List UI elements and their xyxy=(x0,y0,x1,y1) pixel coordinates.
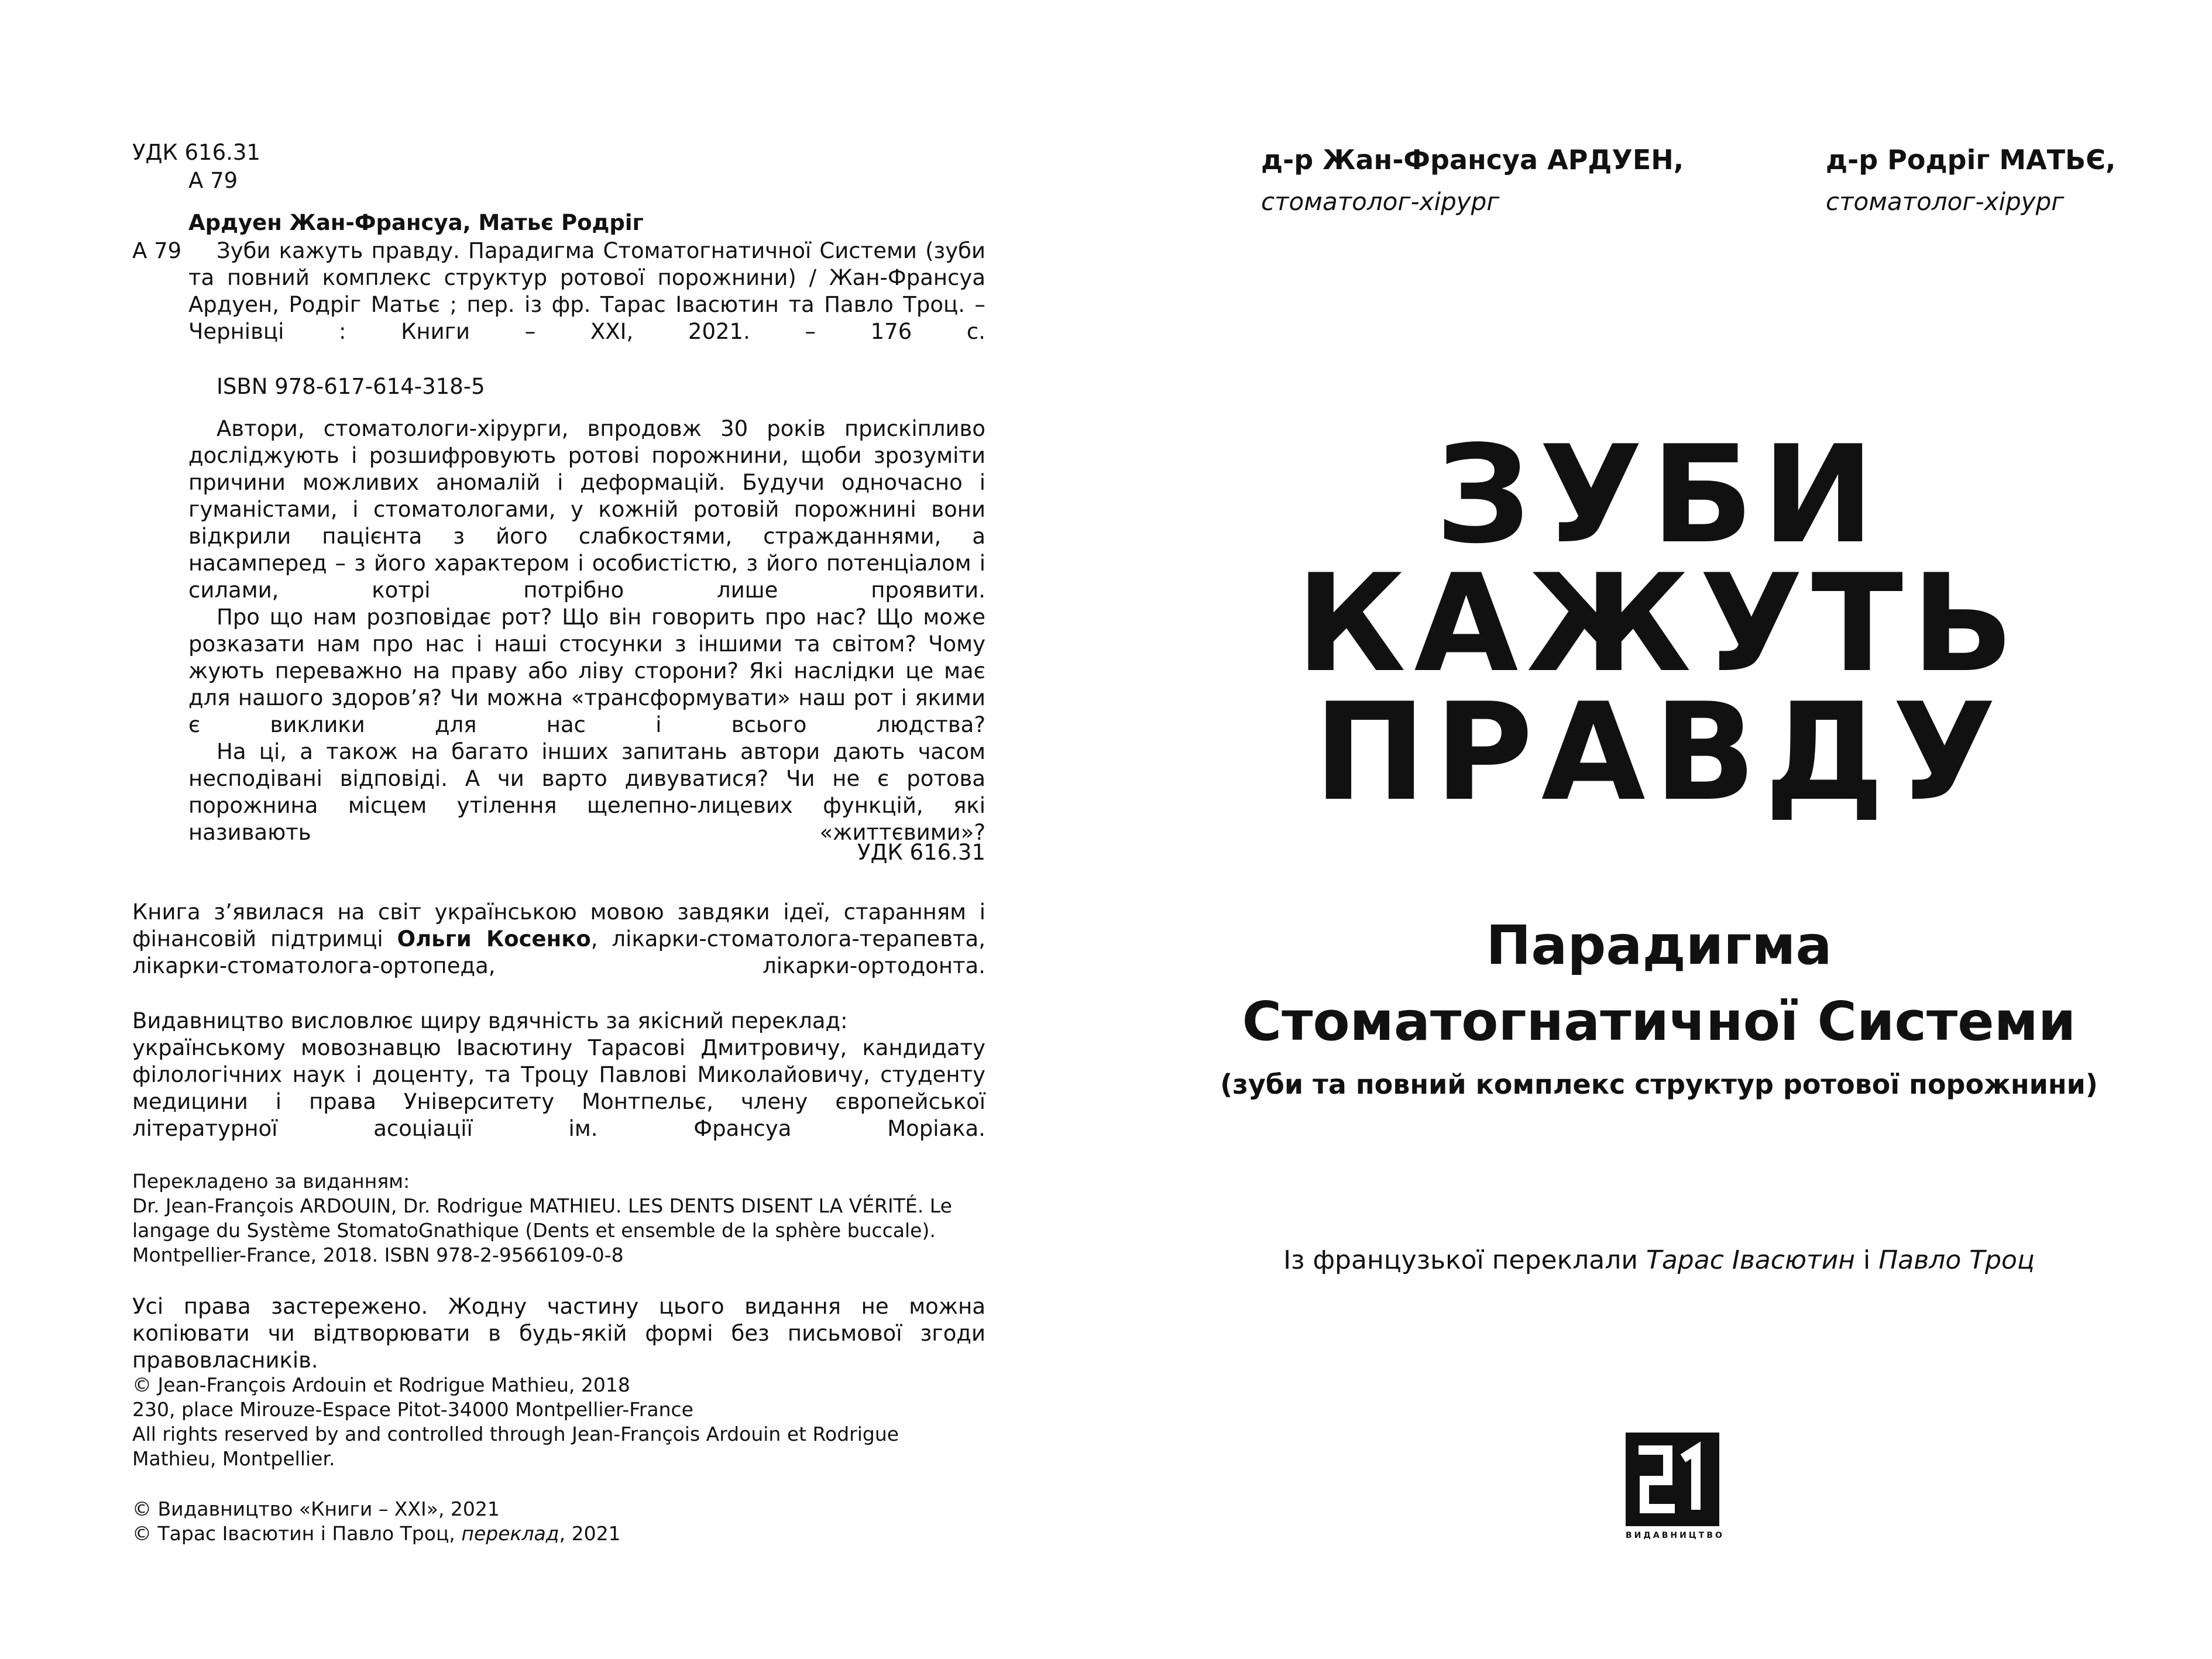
copyright-translators: © Тарас Івасютин і Павло Троц, xyxy=(132,1522,455,1545)
catalog-code-repeat: А 79 xyxy=(132,238,182,263)
subtitle-line-2: Стоматогнатичної Системи xyxy=(1242,990,2076,1053)
copyright-fr-line-3: All rights reserved by and controlled through Jean-François Ardouin et Rodrigue xyxy=(132,1423,899,1445)
ack-sponsor-name: Ольги Косенко xyxy=(397,926,591,952)
right-page-title xyxy=(1106,0,2212,1659)
translated-from-line-3: Montpellier-France, 2018. ISBN 978-2-9566109-0-8 xyxy=(132,1244,624,1266)
translators-credit xyxy=(1106,1245,2212,1275)
author-2-role: стоматолог-хірург xyxy=(1826,187,2065,216)
thanks-heading: Видавництво висловлює щиру вдячність за якісний переклад: xyxy=(132,1008,848,1033)
catalog-biblio-description: та повний комплекс структур ротової порожнини) / Жан-Франсуа Ардуен, Родріг Матьє ; пер. із фр. Тарас Івасютин та Павло Троц. – Чернівці : Книги – XXI, 2021. – 176 с. xyxy=(188,265,985,344)
translator-1: Тарас Івасютин xyxy=(1646,1245,1855,1275)
author-2-name: д-р Родріг МАТЬЄ, xyxy=(1826,144,2116,176)
rights-reserved: Усі права застережено. Жодну частину цього видання не можна копіювати чи відтворювати в будь-якій формі без письмової згоди правовласників. xyxy=(132,1294,985,1373)
catalog-biblio-first-line: Зуби кажуть правду. Парадигма Стоматогнатичної Системи (зуби xyxy=(217,238,985,263)
copyright-translation-year: , 2021 xyxy=(559,1522,621,1545)
translated-by-text: Із французької переклали xyxy=(1283,1245,1638,1275)
publisher-logo xyxy=(1626,1433,1725,1540)
author-sign-code: А 79 xyxy=(188,168,238,193)
udk-code-bottom: УДК 616.31 xyxy=(857,840,985,865)
author-1-role: стоматолог-хірург xyxy=(1261,187,1500,216)
translator-2: Павло Троц xyxy=(1878,1245,2035,1275)
book-title-line-3: ПРАВДУ xyxy=(1313,675,2005,831)
abstract-paragraph-3: На ці, а також на багато інших запитань автори дають часом несподівані відповіді. А чи варто дивуватися? Чи не є ротова порожнина місцем утілення щелепно-лицевих функцій, які називають «життєвими»? xyxy=(188,739,985,845)
book-title-line-1: ЗУБИ xyxy=(1435,417,1883,573)
udk-code-top: УДК 616.31 xyxy=(132,140,260,165)
abstract-paragraph-1: Автори, стоматологи-хірурги, впродовж 30 років прискіпливо досліджують і розшифровують ротові порожнини, щоби зрозуміти причини можливих аномалій і деформацій. Будучи одночасно і гуманістами, і стоматологами, у кожній ротовій порожнині вони відкрили пацієнта з його слабкостями, стражданнями, а насамперед – з його характером і особистістю, з його потенціалом і силами, котрі потрібно лише проявити. xyxy=(188,416,985,603)
translated-from-line-2: langage du Système StomatoGnathique (Dents et ensemble de la sphère buccale). xyxy=(132,1219,936,1242)
book-title-line-2: КАЖУТЬ xyxy=(1296,546,2022,702)
copyright-fr-line-2: 230, place Mirouze-Espace Pitot-34000 Montpellier-France xyxy=(132,1398,693,1421)
ack-text-post: , лікарки-стоматолога-терапевта, лікарки-стоматолога-ортопеда, лікарки-ортодонта. xyxy=(132,926,985,978)
subtitle-line-1: Парадигма xyxy=(1486,914,1832,977)
subtitle-parenthetical: (зуби та повний комплекс структур ротової порожнини) xyxy=(1220,1069,2098,1100)
thanks-paragraph: українському мовознавцю Івасютину Тарасові Дмитровичу, кандидату філологічних наук і доценту, та Троцу Павлові Миколайовичу, студенту медицини і права Університету Монтпельє, члену європейської літературної асоціації ім. Франсуа Моріака. xyxy=(132,1035,985,1141)
ack-text-pre: Книга з’явилася на світ українською мовою завдяки ідеї, старанням і фінансовій підтримці xyxy=(132,899,985,952)
abstract-paragraph-2: Про що нам розповідає рот? Що він говорить про нас? Що може розказати нам про нас і наші стосунки з іншими та світом? Чому жують переважно на праву або ліву сторони? Які наслідки це має для нашого здоров’я? Чи можна «трансформувати» наш рот і якими є виклики для нас і всього людства? xyxy=(188,604,985,737)
translators-and: і xyxy=(1863,1245,1871,1275)
copyright-fr-line-1: © Jean-François Ardouin et Rodrigue Mathieu, 2018 xyxy=(132,1373,630,1396)
catalog-authors: Ардуен Жан-Франсуа, Матьє Родріг xyxy=(188,210,644,235)
copyright-translation-role: переклад xyxy=(461,1522,559,1545)
copyright-fr-line-4: Mathieu, Montpellier. xyxy=(132,1447,335,1470)
acknowledgement-paragraph xyxy=(132,899,985,1007)
isbn: ISBN 978-617-614-318-5 xyxy=(217,374,485,399)
author-1-name: д-р Жан-Франсуа АРДУЕН, xyxy=(1261,144,1684,176)
publisher-logo-caption: ВИДАВНИЦТВО xyxy=(1626,1531,1725,1540)
translated-from-line-1: Dr. Jean-François ARDOUIN, Dr. Rodrigue MATHIEU. LES DENTS DISENT LA VÉRITÉ. Le xyxy=(132,1194,952,1217)
publisher-21-logo-icon xyxy=(1626,1433,1719,1526)
copyright-publisher: © Видавництво «Книги – XXI», 2021 xyxy=(132,1497,500,1520)
copyright-translation xyxy=(132,1521,621,1546)
translated-from-heading: Перекладено за виданням: xyxy=(132,1170,410,1193)
